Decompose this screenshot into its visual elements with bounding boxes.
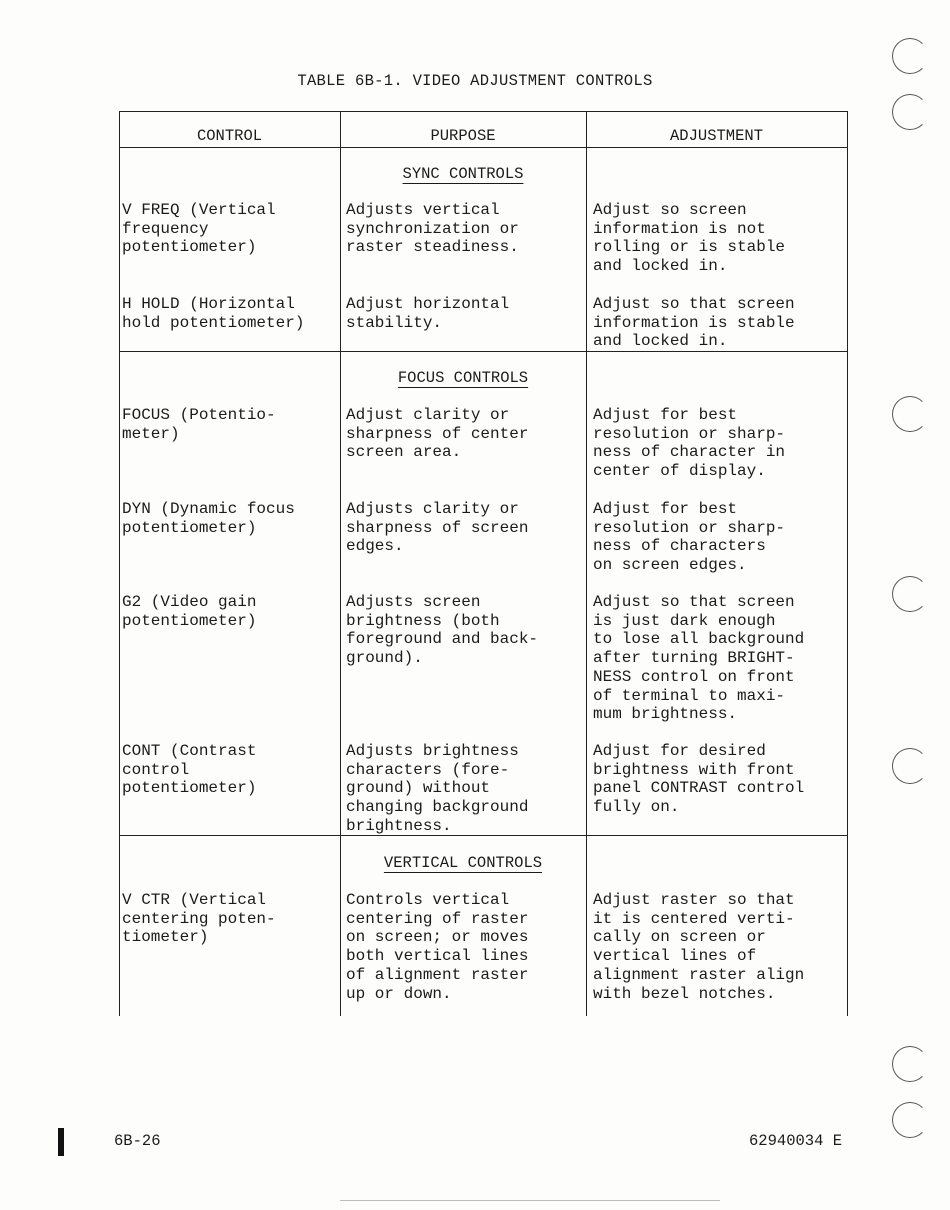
sync-row-1-adjustment: Adjust so screen information is not rolling or is stable and locked in. <box>593 201 786 276</box>
binder-hole-icon <box>892 1102 928 1138</box>
sync-row-1-control: V FREQ (Vertical frequency potentiometer) <box>122 201 276 257</box>
change-bar <box>58 1128 64 1156</box>
binder-holes <box>892 30 932 1180</box>
focus-row-1-control: FOCUS (Potentio- meter) <box>122 406 276 443</box>
section-title-vertical: VERTICAL CONTROLS <box>383 854 543 872</box>
binder-hole-icon <box>892 94 928 130</box>
binder-hole-icon <box>892 38 928 74</box>
vertical-row-1-adjustment: Adjust raster so that it is centered verti- cally on screen or vertical lines of alignment raster align with bezel notches. <box>593 891 805 1003</box>
table-title: TABLE 6B-1. VIDEO ADJUSTMENT CONTROLS <box>297 72 653 90</box>
focus-row-2-purpose: Adjusts clarity or sharpness of screen edges. <box>346 500 529 556</box>
focus-row-3-control: G2 (Video gain potentiometer) <box>122 593 257 630</box>
scan-edge-line <box>340 1200 720 1201</box>
focus-row-1-adjustment: Adjust for best resolution or sharp- ness of character in center of display. <box>593 406 786 481</box>
vertical-row-1-control: V CTR (Vertical centering poten- tiometer) <box>122 891 276 947</box>
binder-hole-icon <box>892 396 928 432</box>
focus-row-2-control: DYN (Dynamic focus potentiometer) <box>122 500 295 537</box>
focus-row-3-adjustment: Adjust so that screen is just dark enough to lose all background after turning BRIGHT- NESS control on front of terminal to maxi- mum brightness. <box>593 593 805 724</box>
header-divider <box>119 147 848 148</box>
focus-row-1-purpose: Adjust clarity or sharpness of center screen area. <box>346 406 529 462</box>
table-border-left <box>119 111 120 1016</box>
focus-row-4-control: CONT (Contrast control potentiometer) <box>122 742 257 798</box>
sync-row-2-adjustment: Adjust so that screen information is stable and locked in. <box>593 295 795 351</box>
section-title-focus: FOCUS CONTROLS <box>397 369 529 387</box>
section-title-sync: SYNC CONTROLS <box>402 165 524 183</box>
video-adjustment-table <box>119 111 848 1016</box>
page-number: 6B-26 <box>114 1132 161 1150</box>
focus-row-4-purpose: Adjusts brightness characters (fore- ground) without changing background brightness. <box>346 742 529 835</box>
binder-hole-icon <box>892 748 928 784</box>
header-adjustment: ADJUSTMENT <box>669 127 763 145</box>
focus-row-3-purpose: Adjusts screen brightness (both foreground and back- ground). <box>346 593 539 668</box>
header-purpose: PURPOSE <box>430 127 496 145</box>
table-border-top <box>119 111 848 112</box>
column-divider-1 <box>340 111 341 1016</box>
section-divider-1 <box>119 351 848 352</box>
binder-hole-icon <box>892 576 928 612</box>
table-border-right <box>847 111 848 1016</box>
focus-row-4-adjustment: Adjust for desired brightness with front panel CONTRAST control fully on. <box>593 742 805 817</box>
sync-row-2-control: H HOLD (Horizontal hold potentiometer) <box>122 295 305 332</box>
document-number: 62940034 E <box>748 1132 842 1150</box>
sync-row-1-purpose: Adjusts vertical synchronization or raster steadiness. <box>346 201 519 257</box>
vertical-row-1-purpose: Controls vertical centering of raster on screen; or moves both vertical lines of alignment raster up or down. <box>346 891 529 1003</box>
binder-hole-icon <box>892 1046 928 1082</box>
column-divider-2 <box>586 111 587 1016</box>
header-control: CONTROL <box>196 127 263 145</box>
focus-row-2-adjustment: Adjust for best resolution or sharp- ness of characters on screen edges. <box>593 500 786 575</box>
sync-row-2-purpose: Adjust horizontal stability. <box>346 295 510 332</box>
